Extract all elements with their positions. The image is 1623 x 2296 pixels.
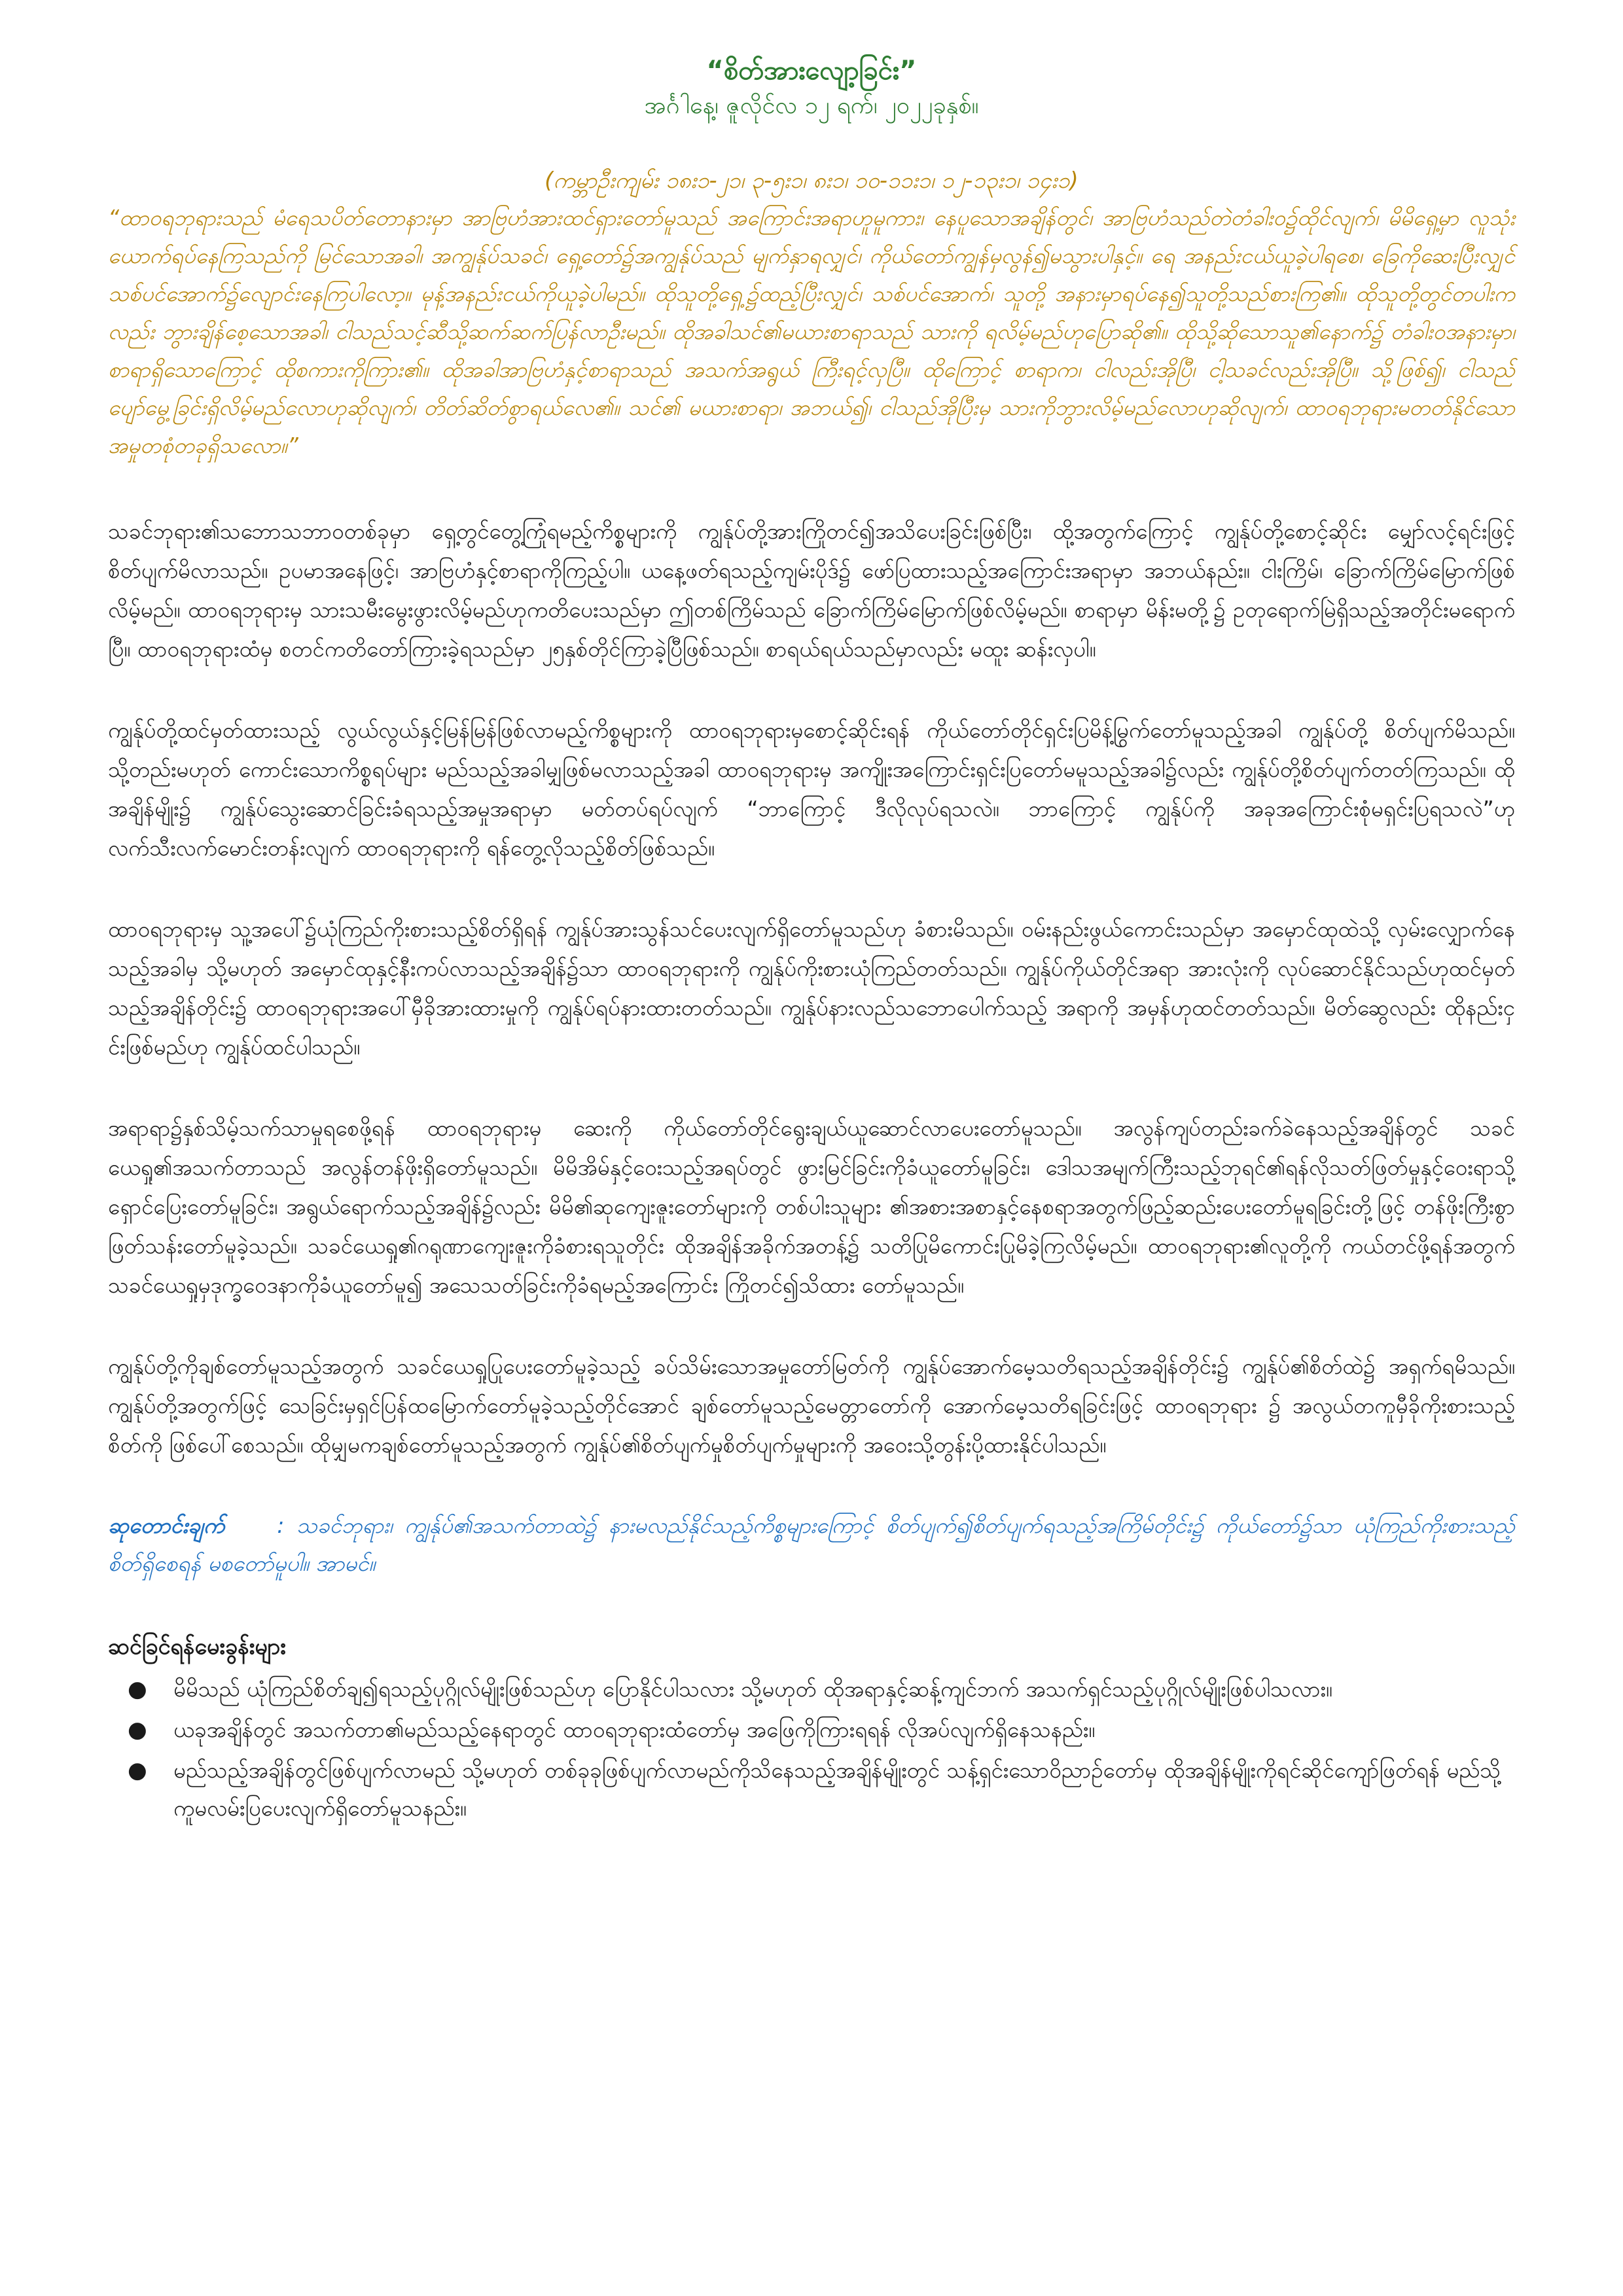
question-item xyxy=(128,1670,1515,1708)
questions-heading: ဆင်ခြင်ရန်မေးခွန်းများ xyxy=(108,1634,286,1660)
bullet-icon: ● xyxy=(128,1717,147,1743)
questions-list xyxy=(108,1670,1515,1827)
question-text: မည်သည့်အချိန်တွင်ဖြစ်ပျက်လာမည် သို့မဟုတ် တစ်ခုခုဖြစ်ပျက်လာမည်ကိုသိနေသည့်အချိန်မျိုးတွင် သန့်ရှင်းသောဝိညာဉ်တော်မှ ထိုအချိန်မျိုးကိုရင်ဆိုင်ကျော်ဖြတ်ရန် မည်သို့ကူမလမ်းပြပေးလျက်ရှိတော်မူသနည်း။ xyxy=(173,1757,1501,1821)
body-paragraph-5: ကျွန်ုပ်တို့ကိုချစ်တော်မူသည့်အတွက် သခင်ယေရှုပြုပေးတော်မူခဲ့သည့် ခပ်သိမ်းသောအမှုတော်မြတ်ကို ကျွန်ုပ်အောက်မေ့သတိရသည့်အချိန်တိုင်း၌ ကျွန်ုပ်၏စိတ်ထဲ၌ အရှက်ရမိသည်။ ကျွန်ုပ်တို့အတွက်ဖြင့် သေခြင်းမှရှင်ပြန်ထမြောက်တော်မူခဲ့သည့်တိုင်အောင် ချစ်တော်မူသည့်မေတ္တာတော်ကို အောက်မေ့သတိရခြင်းဖြင့် ထာဝရဘုရား ၌ အလွယ်တကူမှီခိုကိုးစားသည့်စိတ်ကို ဖြစ်ပေါ်စေသည်။ ထိုမျှမကချစ်တော်မူသည့်အတွက် ကျွန်ုပ်၏စိတ်ပျက်မှုစိတ်ပျက်မှုများကို အဝေးသို့တွန်းပို့ထားနိုင်ပါသည်။ xyxy=(108,1354,1515,1458)
question-text: ယခုအချိန်တွင် အသက်တာ၏မည်သည့်နေရာတွင် ထာဝရဘုရားထံတော်မှ အဖြေကိုကြားရရန် လိုအပ်လျက်ရှိနေသနည်း။ xyxy=(173,1717,1096,1742)
question-text: မိမိသည် ယုံကြည်စိတ်ချ၍ရသည့်ပုဂ္ဂိုလ်မျိုးဖြစ်သည်ဟု ပြောနိုင်ပါသလား သို့မဟုတ် ထိုအရာနှင့်ဆန့်ကျင်ဘက် အသက်ရှင်သည့်ပုဂ္ဂိုလ်မျိုးဖြစ်ပါသလား။ xyxy=(173,1676,1332,1702)
prayer-label: ဆုတောင်းချက် xyxy=(108,1513,225,1538)
body-paragraph-4: အရာရာ၌နှစ်သိမ့်သက်သာမှုရစေဖို့ရန် ထာဝရဘုရားမှ ဆေးကို ကိုယ်တော်တိုင်ရွေးချယ်ယူဆောင်လာပေးတော်မူသည်။ အလွန်ကျပ်တည်းခက်ခဲနေသည့်အချိန်တွင် သခင်ယေရှု၏အသက်တာသည် အလွန်တန်ဖိုးရှိတော်မူသည်။ မိမိအိမ်နှင့်ဝေးသည့်အရပ်တွင် ဖွားမြင်ခြင်းကိုခံယူတော်မူခြင်း၊ ဒေါသအမျက်ကြီးသည့်ဘုရင်၏ရန်လိုသတ်ဖြတ်မှုနှင့်ဝေးရာသို့ရှောင်ပြေးတော်မူခြင်း၊ အရွယ်ရောက်သည့်အချိန်၌လည်း မိမိ၏ဆုကျေးဇူးတော်များကို တစ်ပါးသူများ ၏အစားအစာနှင့်နေစရာအတွက်ဖြည့်ဆည်းပေးတော်မူရခြင်းတို့ဖြင့် တန်ဖိုးကြီးစွာဖြတ်သန်းတော်မူခဲ့သည်။ သခင်ယေရှု၏ဂရုဏာကျေးဇူးကိုခံစားရသူတိုင်း ထိုအချိန်အခိုက်အတန့်၌ သတိပြုမိကောင်းပြုမိခဲ့ကြလိမ့်မည်။ ထာဝရဘုရား၏လူတို့ကို ကယ်တင်ဖို့ရန်အတွက် သခင်ယေရှုမှဒုက္ခဝေဒနာကိုခံယူတော်မူ၍ အသေသတ်ခြင်းကိုခံရမည့်အကြောင်း ကြိုတင်၍သိထား တော်မူသည်။ xyxy=(108,1115,1515,1298)
bullet-icon: ● xyxy=(128,1757,147,1784)
scripture-reference: (ကမ္ဘာဦးကျမ်း ၁၈း၁-၂၁၊ ၃-၅း၁၊ ၈း၁၊ ၁၀-၁၁း၁၊ ၁၂-၁၃း၁၊ ၁၄း၁) xyxy=(544,168,1079,194)
scripture-text: “ထာဝရဘုရားသည် မံရေသပိတ်တောနားမှာ အာဗြဟံအားထင်ရှားတော်မူသည် အကြောင်းအရာဟူမူကား၊ နေပူသောအချိန်တွင်၊ အာဗြဟံသည်တဲတံခါးဝ၌ထိုင်လျက်၊ မိမိရှေ့မှာ လူသုံးယောက်ရပ်နေကြသည်ကို မြင်သောအခါ၊ အကျွန်ုပ်သခင်၊ ရှေ့တော်၌အကျွန်ုပ်သည် မျက်နှာရလျှင်၊ ကိုယ်တော်ကျွန်မှလွန်၍မသွားပါနှင့်။ ရေ အနည်းငယ်ယူခဲ့ပါရစေ၊ ခြေကိုဆေးပြီးလျှင် သစ်ပင်အောက်၌လျောင်းနေကြပါလော့။ မုန့်အနည်းငယ်ကိုယူခဲ့ပါမည်။ ထိုသူတို့ရှေ့၌ထည့်ပြီးလျှင်၊ သစ်ပင်အောက်၊ သူတို့ အနားမှာရပ်နေ၍သူတို့သည်စားကြ၏။ ထိုသူတို့တွင်တပါးကလည်း ဘွားချိန်စေ့သောအခါ၊ ငါသည်သင့်ဆီသို့ဆက်ဆက်ပြန်လာဦးမည်။ ထိုအခါသင်၏မယားစာရာသည် သားကို ရလိမ့်မည်ဟုပြောဆို၏။ ထိုသို့ဆိုသောသူ၏နောက်၌ တံခါးဝအနားမှာ၊ စာရာရှိသောကြောင့် ထိုစကားကိုကြား၏။ ထိုအခါအာဗြဟံနှင့်စာရာသည် အသက်အရွယ် ကြီးရင့်လှပြီ။ ထိုကြောင့် စာရာက၊ ငါလည်းအိုပြီ၊ ငါ့သခင်လည်းအိုပြီ။ သို့ဖြစ်၍၊ ငါသည်ပျော်မွေ့ခြင်းရှိလိမ့်မည်လောဟုဆိုလျက်၊ တိတ်ဆိတ်စွာရယ်လေ၏။ သင်၏ မယားစာရာ၊ အဘယ်၍၊ ငါသည်အိုပြီးမှ သားကိုဘွားလိမ့်မည်လောဟုဆိုလျက်၊ ထာဝရဘုရားမတတ်နိုင်သောအမှုတစုံတခုရှိသလော။” xyxy=(108,205,1515,458)
question-item xyxy=(128,1711,1515,1749)
question-item xyxy=(128,1751,1515,1827)
prayer-section xyxy=(108,1507,1515,1583)
body-paragraph-3: ထာဝရဘုရားမှ သူ့အပေါ်၌ယုံကြည်ကိုးစားသည့်စိတ်ရှိရန် ကျွန်ုပ်အားသွန်သင်ပေးလျက်ရှိတော်မူသည်ဟု ခံစားမိသည်။ ဝမ်းနည်းဖွယ်ကောင်းသည်မှာ အမှောင်ထုထဲသို့ လှမ်းလျှောက်နေသည့်အခါမှ သို့မဟုတ် အမှောင်ထုနှင့်နီးကပ်လာသည့်အချိန်၌သာ ထာဝရဘုရားကို ကျွန်ုပ်ကိုးစားယုံကြည်တတ်သည်။ ကျွန်ုပ်ကိုယ်တိုင်အရာ အားလုံးကို လုပ်ဆောင်နိုင်သည်ဟုထင်မှတ်သည့်အချိန်တိုင်း၌ ထာဝရဘုရားအပေါ်မှီခိုအားထားမှုကို ကျွန်ုပ်ရပ်နားထားတတ်သည်။ ကျွန်ုပ်နားလည်သဘောပေါက်သည့် အရာကို အမှန်ဟုထင်တတ်သည်။ မိတ်ဆွေလည်း ထိုနည်းငှင်းဖြစ်မည်ဟု ကျွန်ုပ်ထင်ပါသည်။ xyxy=(108,916,1515,1060)
page-date: အင်္ဂါနေ့၊ ဇူလိုင်လ ၁၂ ရက်၊ ၂၀၂၂ခုနှစ်။ xyxy=(644,92,979,119)
page-title: “စိတ်အားလျော့ခြင်း” xyxy=(706,56,917,86)
body-paragraph-1: သခင်ဘုရား၏သဘောသဘာဝတစ်ခုမှာ ရှေ့တွင်တွေ့ကြုံရမည့်ကိစ္စများကို ကျွန်ုပ်တို့အားကြိုတင်၍အသိပေးခြင်းဖြစ်ပြီး၊ ထို့အတွက်ကြောင့် ကျွန်ုပ်တို့စောင့်ဆိုင်း မျှော်လင့်ရင်းဖြင့် စိတ်ပျက်မိလာသည်။ ဥပမာအနေဖြင့်၊ အာဗြဟံနှင့်စာရာကိုကြည့်ပါ။ ယနေ့ဖတ်ရသည့်ကျမ်းပိုဒ်၌ ဖော်ပြထားသည့်အကြောင်းအရာမှာ အဘယ်နည်း။ ငါးကြိမ်၊ ခြောက်ကြိမ်မြောက်ဖြစ်လိမ့်မည်။ ထာဝရဘုရားမှ သားသမီးမွေးဖွားလိမ့်မည်ဟုကတိပေးသည်မှာ ဤတစ်ကြိမ်သည် ခြောက်ကြိမ်မြောက်ဖြစ်လိမ့်မည်။ စာရာမှာ မိန်းမတို့၌ ဥတုရောက်မြဲရှိသည့်အတိုင်းမရောက်ပြီ။ ထာဝရဘုရားထံမှ စတင်ကတိတော်ကြားခဲ့ရသည်မှာ ၂၅နှစ်တိုင်ကြာခဲ့ပြီဖြစ်သည်။ စာရယ်ရယ်သည်မှာလည်း မထူး ဆန်းလှပါ။ xyxy=(108,518,1515,662)
prayer-text: : သခင်ဘုရား၊ ကျွန်ုပ်၏အသက်တာထဲ၌ နားမလည်နိုင်သည့်ကိစ္စများကြောင့် စိတ်ပျက်၍စိတ်ပျက်ရသည့်အကြိမ်တိုင်း၌ ကိုယ်တော်၌သာ ယုံကြည်ကိုးစားသည့်စိတ်ရှိစေရန် မစတော်မူပါ။ အာမင်။ xyxy=(108,1513,1515,1576)
bullet-icon: ● xyxy=(128,1676,147,1702)
body-paragraph-2: ကျွန်ုပ်တို့ထင်မှတ်ထားသည့် လွယ်လွယ်နှင့်မြန်မြန်ဖြစ်လာမည့်ကိစ္စများကို ထာဝရဘုရားမှစောင့်ဆိုင်းရန် ကိုယ်တော်တိုင်ရှင်းပြမိန့်မြွက်တော်မူသည့်အခါ ကျွန်ုပ်တို့ စိတ်ပျက်မိသည်။ သို့တည်းမဟုတ် ကောင်းသောကိစ္စရပ်များ မည်သည့်အခါမျှဖြစ်မလာသည့်အခါ ထာဝရဘုရားမှ အကျိုးအကြောင်းရှင်းပြတော်မမူသည့်အခါ၌လည်း ကျွန်ုပ်တို့စိတ်ပျက်တတ်ကြသည်။ ထိုအချိန်မျိုး၌ ကျွန်ုပ်သွေးဆောင်ခြင်းခံရသည့်အမှုအရာမှာ မတ်တပ်ရပ်လျက် “ဘာကြောင့် ဒီလိုလုပ်ရသလဲ။ ဘာကြောင့် ကျွန်ုပ်ကို အခုအကြောင်းစုံမရှင်းပြရသလဲ”ဟု လက်သီးလက်မောင်းတန်းလျက် ထာဝရဘုရားကို ရန်တွေ့လိုသည့်စိတ်ဖြစ်သည်။ xyxy=(108,717,1515,861)
